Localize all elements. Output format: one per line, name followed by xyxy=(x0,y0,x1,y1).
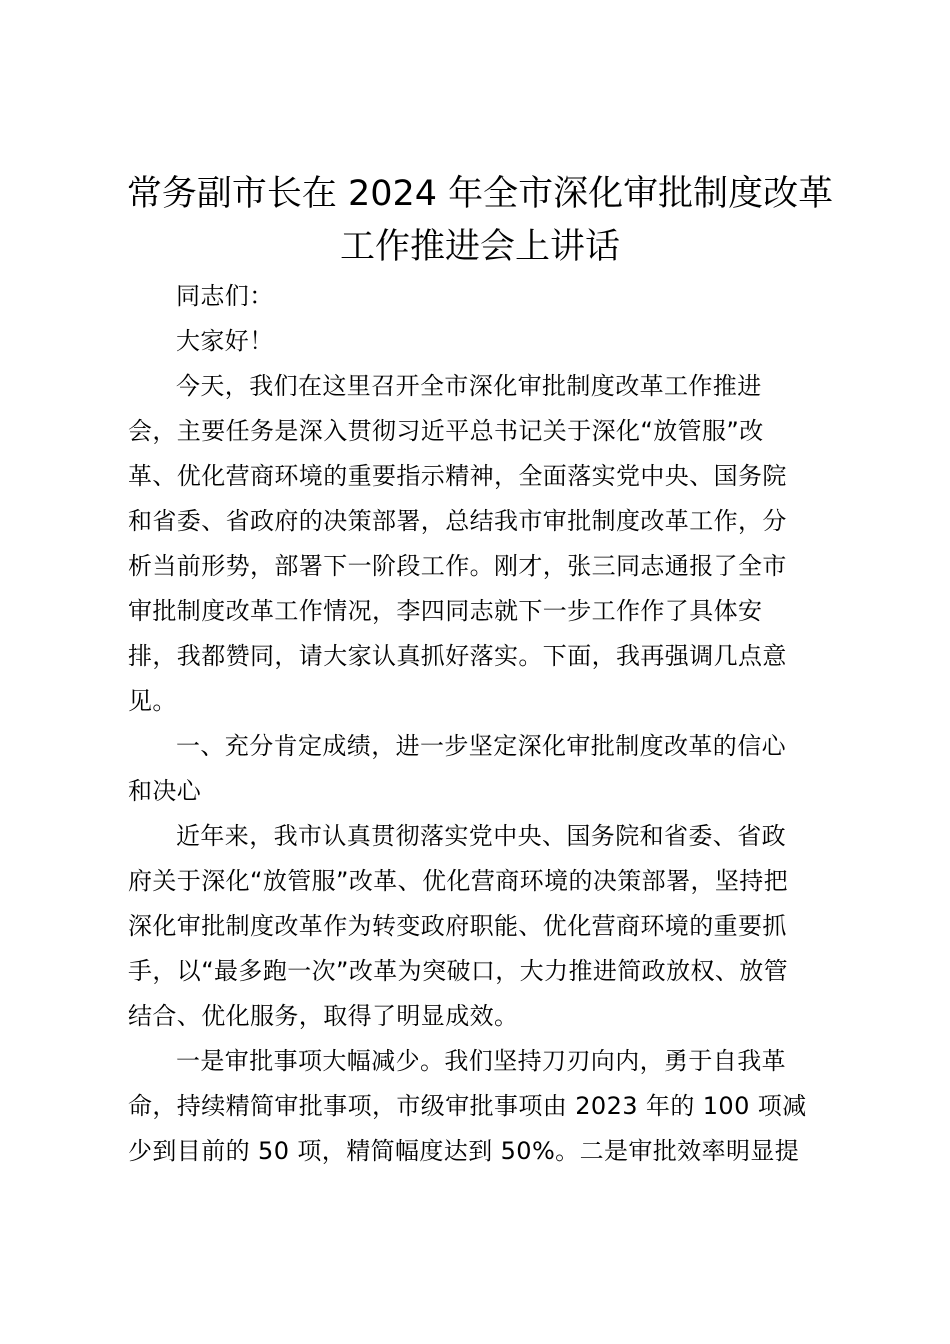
body-line: 府关于深化“放管服”改革、优化营商环境的决策部署，坚持把 xyxy=(128,867,789,895)
body-line: 审批制度改革工作情况，李四同志就下一步工作作了具体安 xyxy=(128,597,763,625)
body-line: 手，以“最多跑一次”改革为突破口，大力推进简政放权、放管 xyxy=(128,957,789,985)
greeting: 大家好！ xyxy=(176,327,274,355)
body-line: 深化审批制度改革作为转变政府职能、优化营商环境的重要抓 xyxy=(128,912,787,940)
body-line: 会，主要任务是深入贯彻习近平总书记关于深化“放管服”改 xyxy=(128,417,764,445)
section-heading: 一、充分肯定成绩，进一步坚定深化审批制度改革的信心 xyxy=(176,732,786,760)
document-body xyxy=(128,274,828,1174)
body-line: 革、优化营商环境的重要指示精神，全面落实党中央、国务院 xyxy=(128,462,787,490)
body-line: 排，我都赞同，请大家认真抓好落实。下面，我再强调几点意 xyxy=(128,642,787,670)
body-line: 命，持续精简审批事项，市级审批事项由 2023 年的 100 项减 xyxy=(128,1092,807,1120)
body-line: 见。 xyxy=(128,687,177,715)
body-line: 少到目前的 50 项，精简幅度达到 50%。二是审批效率明显提 xyxy=(128,1137,800,1165)
body-line: 近年来，我市认真贯彻落实党中央、国务院和省委、省政 xyxy=(176,822,786,850)
salutation: 同志们： xyxy=(176,282,274,310)
section-heading: 和决心 xyxy=(128,777,202,805)
body-line: 今天，我们在这里召开全市深化审批制度改革工作推进 xyxy=(176,372,762,400)
body-line: 析当前形势，部署下一阶段工作。刚才，张三同志通报了全市 xyxy=(128,552,787,580)
body-line: 一是审批事项大幅减少。我们坚持刀刃向内，勇于自我革 xyxy=(176,1047,786,1075)
document-title-line-2: 工作推进会上讲话 xyxy=(339,227,620,267)
document-title-line-1: 常务副市长在 2024 年全市深化审批制度改革 xyxy=(126,174,834,214)
body-line: 结合、优化服务，取得了明显成效。 xyxy=(128,1002,519,1030)
body-line: 和省委、省政府的决策部署，总结我市审批制度改革工作，分 xyxy=(128,507,787,535)
